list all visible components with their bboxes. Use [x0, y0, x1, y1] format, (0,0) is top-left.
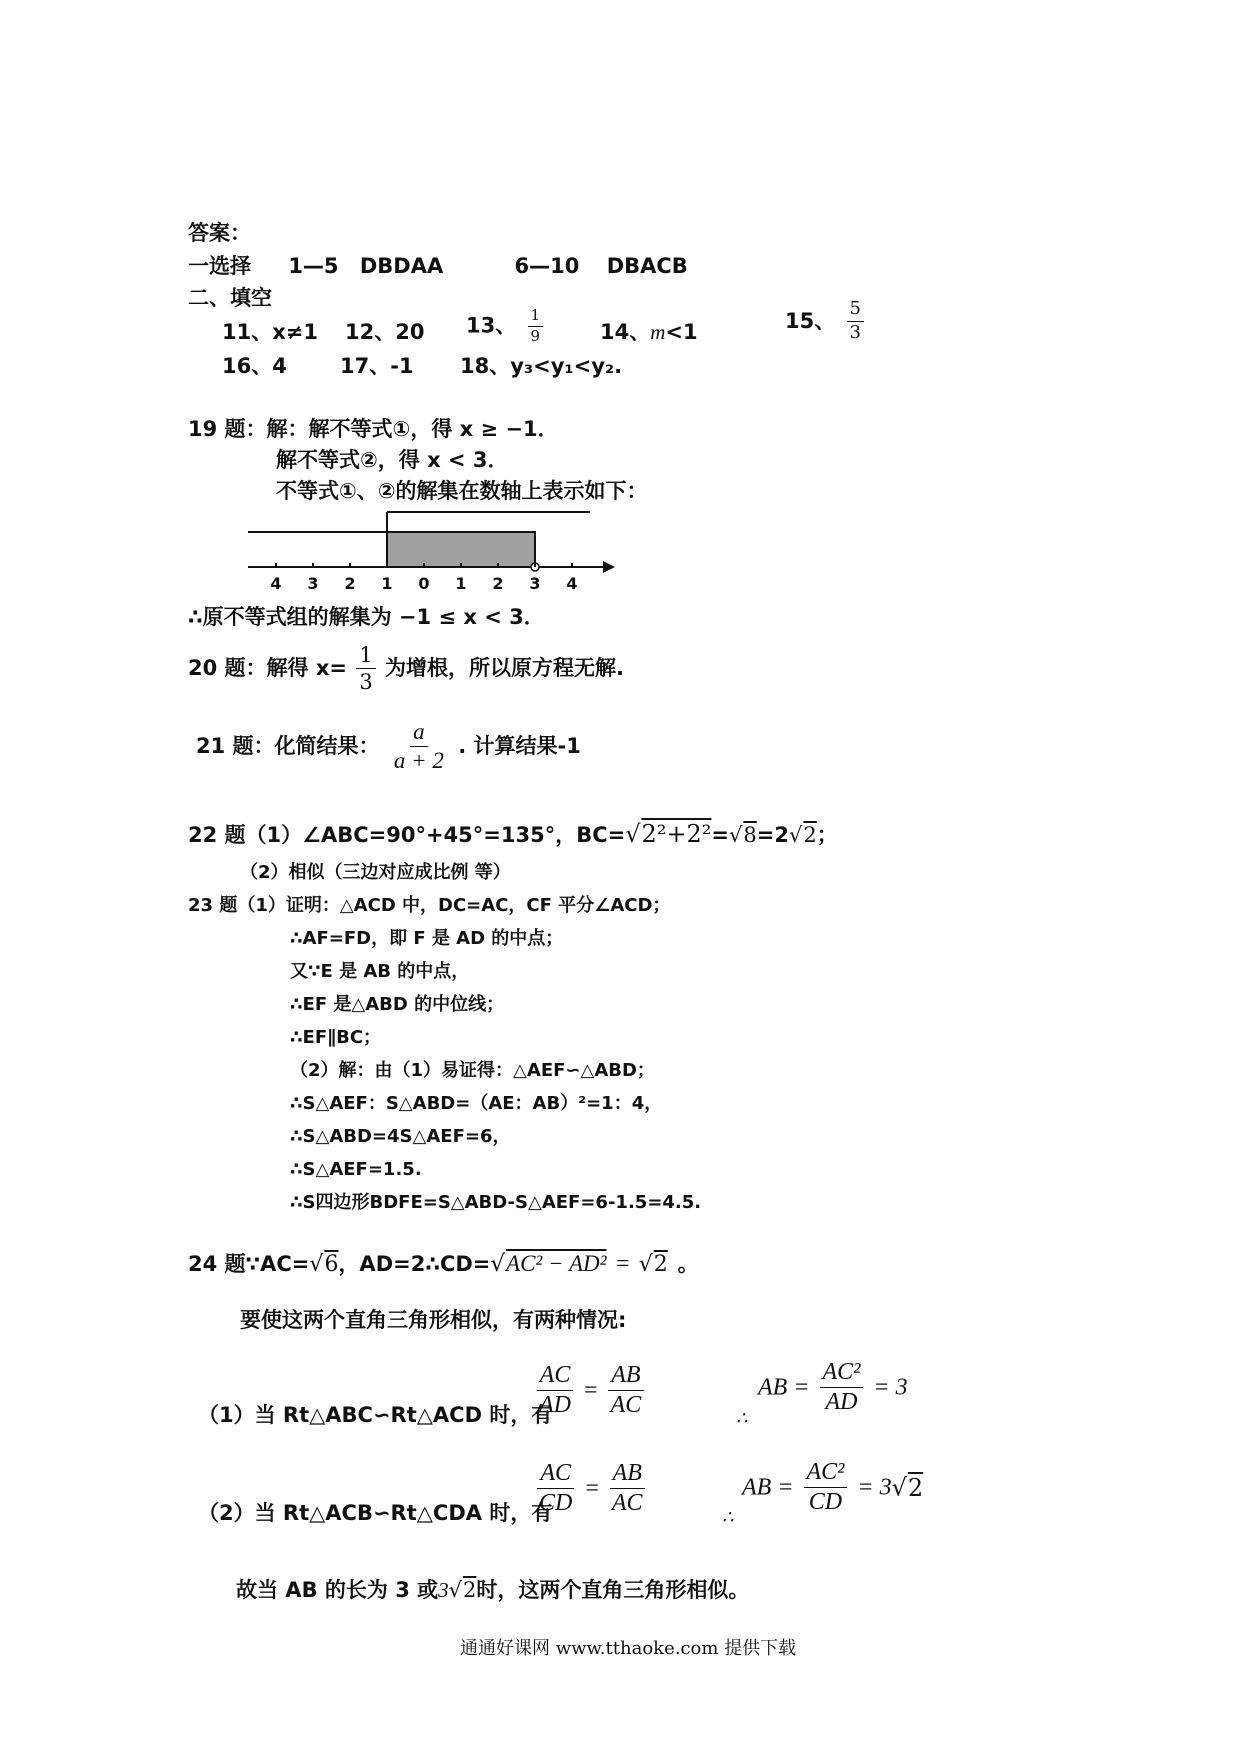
q22-sqrt8: √8	[729, 823, 757, 847]
q22-line2: （2）相似（三边对应成比例 等）	[240, 862, 511, 883]
q21-den: a + 2	[393, 748, 444, 774]
q16: 16、4	[222, 354, 287, 378]
q17: 17、-1	[340, 354, 414, 378]
q13-label: 13、	[466, 313, 517, 338]
q20	[188, 644, 624, 693]
q24-case1-f1-den: AD	[539, 1392, 571, 1419]
section-choice-label: 一选择	[188, 254, 251, 278]
q22-eq2: =2	[756, 823, 790, 847]
q24-case1-f1-num: AC	[537, 1363, 574, 1391]
range-1-5: 1—5	[288, 254, 339, 278]
q15-fraction	[847, 300, 864, 343]
q24-case2-f1	[536, 1461, 575, 1516]
q24-case1-eq: =	[584, 1377, 598, 1404]
q24-conclusion-coef: 3	[438, 1578, 449, 1602]
q24-case1-f1	[536, 1363, 574, 1418]
q24-case1-therefore: ∴	[736, 1408, 748, 1428]
q24-cd-result-radicand: 2	[653, 1252, 668, 1277]
q24-conclusion	[236, 1580, 749, 1601]
number-line-arrow	[603, 561, 615, 573]
q24-cd-radicand: AC² − AD²	[506, 1251, 607, 1276]
q23-line-0: 23 题（1）证明：△ACD 中，DC=AC，CF 平分∠ACD；	[188, 895, 671, 916]
q24-case2-result-den: CD	[808, 1489, 843, 1516]
q14-rest: <1	[665, 320, 698, 344]
q21-fraction	[391, 720, 447, 773]
q20-den: 3	[359, 670, 373, 695]
solution-shaded-region	[387, 532, 535, 567]
q24-ac-radicand: 6	[324, 1252, 339, 1277]
q20-prefix: 20 题：解得 x=	[188, 656, 347, 681]
q22-sqrt2-radicand: 2	[803, 823, 817, 847]
q24-case1-result-den: AD	[825, 1389, 858, 1416]
section-choice	[188, 256, 688, 277]
q24-intro: 要使这两个直角三角形相似，有两种情况:	[240, 1308, 627, 1332]
q21	[196, 720, 581, 773]
answers-1-5: DBDAA	[359, 254, 444, 278]
q19-line3: 不等式①、②的解集在数轴上表示如下：	[276, 479, 648, 503]
q19-line1: 19 题：解：解不等式①，得 x ≥ −1．	[188, 417, 559, 441]
q24-prefix: 24 题∵AC=	[188, 1252, 310, 1276]
q22-sqrt-sum: √2²+2²	[625, 820, 712, 848]
q21-suffix: . 计算结果-1	[458, 734, 581, 759]
tick-label: 2	[492, 574, 504, 593]
q24-case2-result	[742, 1460, 923, 1515]
q21-num: a	[410, 720, 428, 747]
q19-conclusion: ∴原不等式组的解集为 −1 ≤ x < 3．	[188, 605, 545, 629]
q23-line-4: ∴EF∥BC；	[290, 1027, 382, 1048]
q13-den: 9	[530, 326, 541, 345]
q22-end: ；	[816, 823, 838, 847]
q22-sqrt8-radicand: 8	[743, 823, 757, 847]
q18: 18、y₃<y₁<y₂.	[460, 354, 623, 378]
q24-case1-result-frac	[820, 1360, 864, 1415]
q23-line-2: 又∵E 是 AB 的中点，	[290, 961, 470, 982]
q24-end: 。	[677, 1252, 699, 1276]
q13-num: 1	[528, 308, 544, 327]
q24-case2-result-num: AC²	[804, 1460, 848, 1488]
tick-label: 0	[418, 574, 430, 593]
q24-case2-f2-den: AC	[611, 1490, 643, 1517]
q23-line-9: ∴S四边形BDFE=S△ABD-S△AEF=6-1.5=4.5.	[290, 1192, 702, 1213]
tick-label: 1	[455, 574, 467, 593]
q22-sqrt2: √2	[789, 823, 817, 847]
q24-conclusion-prefix: 故当 AB 的长为 3 或	[236, 1578, 439, 1602]
q23-line-8: ∴S△AEF=1.5.	[290, 1159, 422, 1180]
q20-fraction	[356, 644, 375, 693]
q23-line-6: ∴S△AEF：S△ABD=（AE：AB）²=1：4，	[290, 1093, 663, 1114]
q24-conclusion-sqrt: √2	[448, 1578, 477, 1602]
q24-cd-sqrt: √AC² − AD²	[490, 1251, 607, 1277]
q24-line1	[188, 1252, 699, 1276]
answers-6-10: DBACB	[606, 254, 688, 278]
q24-case1-proportion	[532, 1363, 648, 1418]
q23-line-1: ∴AF=FD，即 F 是 AD 的中点；	[290, 928, 564, 949]
q24-case2-f2	[609, 1461, 646, 1516]
q19-line2: 解不等式②，得 x < 3．	[276, 448, 509, 472]
q13	[466, 308, 547, 345]
q24-case2-result-radicand: 2	[907, 1473, 924, 1502]
q15	[785, 300, 868, 343]
q24-case2-result-frac	[804, 1460, 848, 1515]
tick-label: 2	[344, 574, 356, 593]
q24-conclusion-suffix: 时，这两个直角三角形相似。	[476, 1578, 750, 1602]
q24-mid: ，AD=2∴CD=	[338, 1252, 491, 1276]
q23-line-5: （2）解：由（1）易证得：△AEF∽△ABD；	[290, 1060, 655, 1081]
q23-line-3: ∴EF 是△ABD 的中位线；	[290, 994, 505, 1015]
tick-label: 3	[307, 574, 319, 593]
q24-case2-text: （2）当 Rt△ACB∽Rt△CDA 时，有	[198, 1501, 553, 1525]
q14	[600, 322, 698, 343]
footer-credit: 通通好课网 www.tthaoke.com 提供下载	[460, 1638, 797, 1659]
q22-sqrt-sum-radicand: 2²+2²	[641, 820, 712, 848]
number-line	[240, 510, 620, 605]
range-6-10: 6—10	[514, 254, 580, 278]
q24-case2-result-prefix: AB =	[742, 1474, 794, 1501]
tick-label: 3	[529, 574, 541, 593]
q24-case2-result-sqrt: √2	[891, 1473, 924, 1502]
q24-case2-proportion	[532, 1461, 650, 1516]
q15-den: 3	[849, 321, 861, 343]
tick-label: 4	[270, 574, 282, 593]
q14-var: m	[650, 320, 666, 344]
q24-case1-result-num: AC²	[820, 1360, 864, 1388]
q24-case2-eq: =	[585, 1475, 599, 1502]
q20-num: 1	[356, 644, 375, 669]
q15-label: 15、	[785, 308, 836, 333]
q24-case2-f1-num: AC	[537, 1461, 574, 1489]
q11: 11、x≠1	[222, 320, 318, 344]
q24-case1-result-prefix: AB =	[758, 1374, 810, 1401]
q24-conclusion-radicand: 2	[463, 1578, 477, 1602]
q20-suffix: 为增根，所以原方程无解.	[385, 656, 624, 681]
q24-case2-result-suffix: = 3	[857, 1474, 892, 1501]
q13-fraction	[528, 308, 544, 345]
q23-line-7: ∴S△ABD=4S△AEF=6，	[290, 1126, 511, 1147]
q24-case2-therefore: ∴	[722, 1507, 734, 1527]
q22-line1	[188, 822, 838, 846]
q24-ac-sqrt: √6	[309, 1252, 339, 1277]
section-fill-label: 二、填空	[188, 286, 272, 310]
tick-label: 1	[381, 574, 393, 593]
q14-label: 14、	[600, 320, 651, 344]
q24-cd-result: √2	[638, 1252, 668, 1277]
q24-case1-result-suffix: = 3	[873, 1374, 908, 1401]
q21-prefix: 21 题：化简结果：	[196, 734, 380, 759]
q22-eq1: =	[711, 823, 730, 847]
q12: 12、20	[345, 320, 425, 344]
tick-label: 4	[566, 574, 578, 593]
q24-case1-f2-den: AC	[610, 1392, 642, 1419]
q24-case2-f2-num: AB	[610, 1461, 645, 1489]
q24-case1-f2	[608, 1363, 645, 1418]
answers-title: 答案：	[188, 221, 251, 245]
q24-case1-f2-num: AB	[608, 1363, 643, 1391]
q24-case1-text: （1）当 Rt△ABC∽Rt△ACD 时，有	[198, 1403, 553, 1427]
q24-case2-f1-den: CD	[539, 1490, 573, 1517]
q15-num: 5	[847, 300, 864, 322]
q22-prefix: 22 题（1）∠ABC=90°+45°=135°，BC=	[188, 823, 626, 847]
q24-cd-eq: =	[614, 1251, 631, 1277]
q24-case1-result	[758, 1360, 908, 1415]
